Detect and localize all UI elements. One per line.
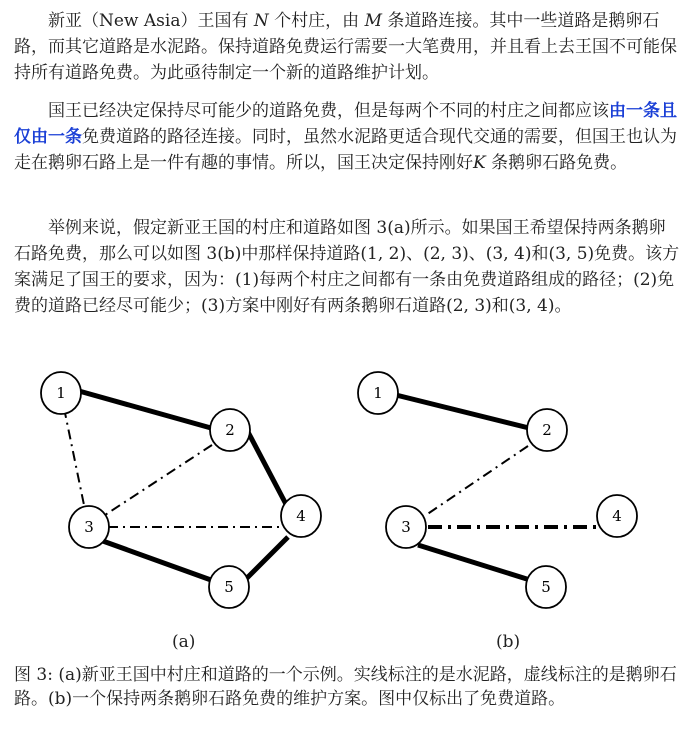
p1-text-a: 新亚（New Asia）王国有 [48, 11, 254, 31]
p1-text-b: 个村庄，由 [268, 11, 365, 31]
figure-caption: 图 3: (a)新亚王国中村庄和道路的一个示例。实线标注的是水泥路，虚线标注的是鹅卵石路。(b)一个保持两条鹅卵石路免费的维护方案。图中仅标出了免费道路。 [14, 665, 677, 709]
edge-b-2-3 [426, 446, 528, 515]
node-a-3-label: 3 [84, 518, 94, 536]
node-a-2-label: 2 [225, 421, 235, 439]
subfigure-label-b: (b) [496, 632, 521, 652]
edge-a-1-2 [79, 391, 211, 428]
p2-text-c: 条鹅卵石路免费。 [485, 153, 628, 173]
graph-b [358, 372, 637, 608]
edge-a-1-3 [64, 408, 84, 505]
edge-a-2-3 [105, 445, 212, 515]
p2-text-a: 国王已经决定保持尽可能少的道路免费，但是每两个不同的村庄之间都应该 [48, 101, 609, 121]
node-a-5-label: 5 [224, 578, 234, 596]
node-b-3-label: 3 [401, 518, 411, 536]
graph-a [41, 372, 321, 608]
emphasis-text: 由一条且仅由一条 [14, 101, 677, 147]
node-b-5-label: 5 [541, 578, 551, 596]
var-k: K [473, 153, 486, 173]
p1-text-c: 条道路连接。其中一些道路是鹅卵石路，而其它道路是水泥路。保持道路免费运行需要一大笔费用，并且看上去王国不可能保持所有道路免费。为此亟待制定一个新的道路维护计划。 [14, 11, 677, 83]
edge-b-1-2 [396, 395, 529, 428]
node-a-4-label: 4 [296, 507, 306, 525]
p2-text-b: 免费道路的路径连接。同时，虽然水泥路更适合现代交通的需要，但国王也认为走在鹅卵石路上是一件有趣的事情。所以，国王决定保持刚好 [14, 127, 677, 173]
subfigure-label-a: (a) [172, 632, 196, 652]
example-paragraph: 举例来说，假定新亚王国的村庄和道路如图 3(a)所示。如果国王希望保持两条鹅卵石路免费，那么可以如图 3(b)中那样保持道路(1, 2)、(2, 3)、(3, 4)和(3, 5)免费。该方案满足了国王的要求，因为：(1)每两个村庄之间都有一条由免费道路组成的路径；(2)免费的道路已经尽可能少；(3)方案中刚好有两条鹅卵石道路(2, 3)和(3, 4)。 [14, 218, 680, 316]
node-b-1-label: 1 [373, 384, 383, 402]
node-b-4-label: 4 [612, 507, 622, 525]
node-a-1-label: 1 [56, 384, 66, 402]
var-m: M [364, 11, 382, 31]
node-b-2-label: 2 [542, 421, 552, 439]
edge-a-2-4 [248, 432, 288, 508]
var-n: N [253, 11, 269, 31]
edge-b-3-5 [418, 545, 530, 580]
edge-a-3-5 [100, 540, 211, 580]
edge-a-4-5 [246, 537, 288, 579]
